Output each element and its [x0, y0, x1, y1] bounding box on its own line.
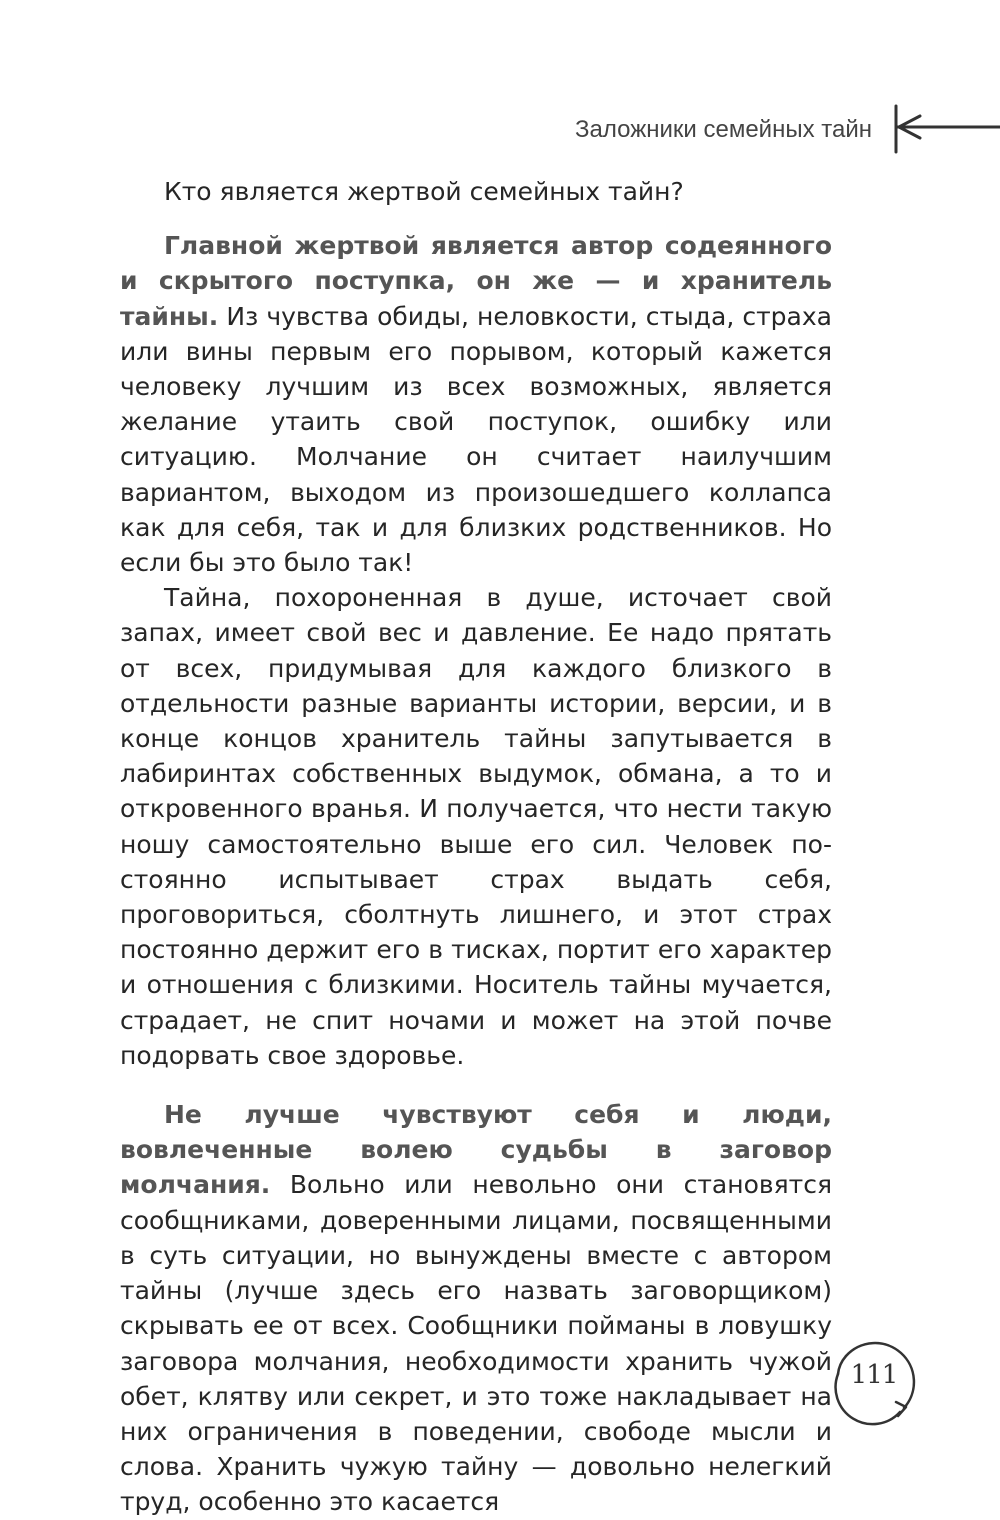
paragraph-question: Кто является жертвой семейных тайн? [164, 177, 684, 206]
body-text [120, 174, 832, 1520]
header-arrow-icon [884, 104, 1000, 154]
paragraph-involved-people: Не лучше чувствуют себя и люди, вовлеченные волею судьбы в заговор молчания. Вольно или невольно они становятся сообщниками, доверенными лицами, посвященными в суть ситуации, но вынуждены вместе с автором тайны (лучше здесь его назвать заговорщиком) скрывать ее от всех. Сообщники пойманы в ловушку заговора молчания, необходимости хранить чужой обет, клятву или секрет, и это тоже накладывает на них ограничения в поведении, свободе мысли и слова. Хранить чужую тайну — довольно нелегкий труд, особенно это касается [120, 1100, 832, 1517]
page-number-badge [826, 1332, 922, 1428]
running-title: Заложники семейных тайн [575, 116, 872, 143]
paragraph-main-victim: Главной жертвой является автор содеянного и скрытого поступка, он же — и хранитель тайны. Из чувства обиды, неловкости, стыда, страха или вины первым его порывом, который кажется человеку лучшим из всех возможных, является желание утаить свой поступок, ошибку или ситуацию. Молчание он считает наилучшим вариантом, выходом из произошедшего коллапса как для себя, так и для близких родственников. Но если бы это было так! [120, 231, 832, 578]
page-number: 111 [850, 1360, 898, 1390]
bold-lead-in: Главной жертвой является автор содеянного и скрытого поступка, он же — и хранитель тайны. [120, 231, 832, 331]
paragraph-secret: Тайна, похороненная в душе, источает свой запах, имеет свой вес и давление. Ее надо прятать от всех, придумывая для каждого близкого в отдельности разные варианты истории, версии, и в конце концов хранитель тайны запутывается в лабиринтах собственных выдумок, обмана, а то и откровенного вранья. И получается, что нести такую ношу самостоятельно выше его сил. Человек постоянно испытывает страх выдать себя, проговориться, сболтнуть лишнего, и этот страх постоянно держит его в тисках, портит его характер и отношения с близкими. Носитель тайны мучается, страдает, не спит ночами и может на этой почве подорвать свое здоровье. [120, 583, 832, 1070]
page-header [0, 104, 1000, 154]
bold-lead-in: Не лучше чувствуют себя и люди, вовлеченные волею судьбы в заговор молчания. [120, 1100, 832, 1200]
